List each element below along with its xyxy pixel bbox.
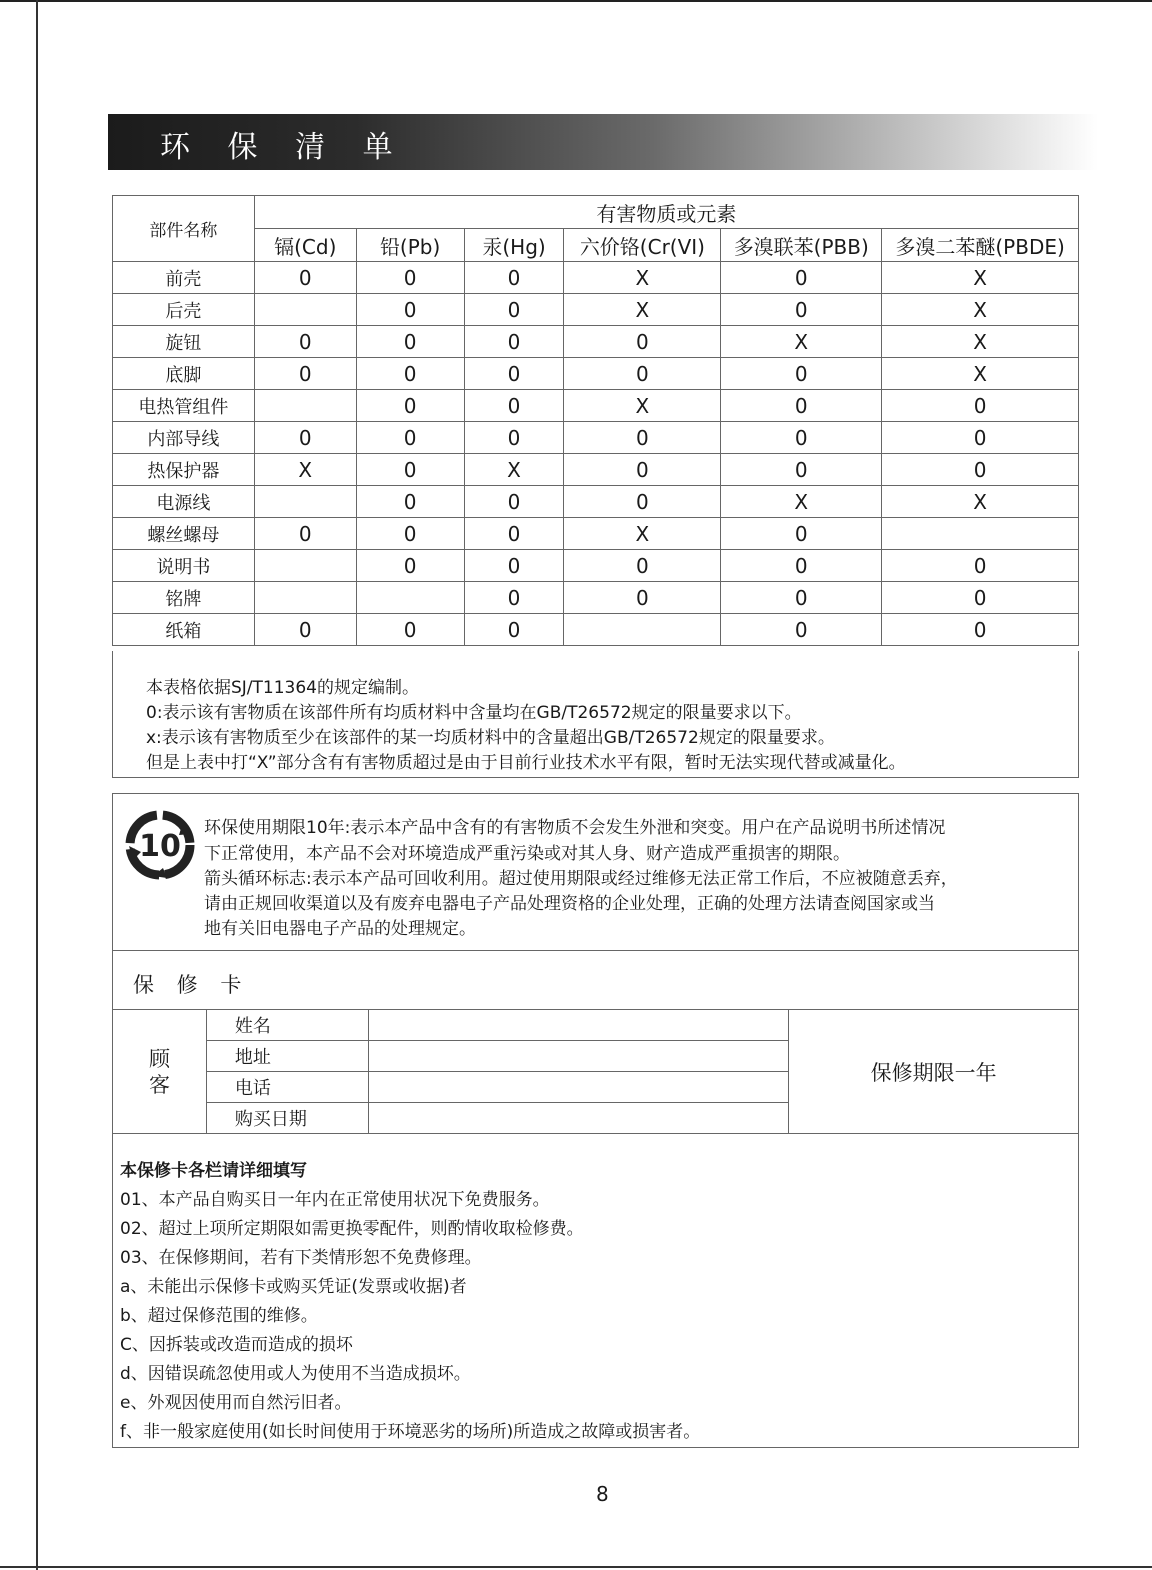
- substance-cell: 0: [464, 262, 564, 294]
- substance-cell: 0: [254, 518, 356, 550]
- substance-cell: 0: [721, 582, 882, 614]
- part-name: 底脚: [113, 358, 255, 390]
- eco-line: 请由正规回收渠道以及有废弃电器电子产品处理资格的企业处理，正确的处理方法请查阅国家或当: [204, 894, 935, 914]
- substance-cell: 0: [721, 614, 882, 646]
- substance-cell: 0: [882, 550, 1079, 582]
- warranty-card-title: 保 修 卡: [133, 973, 250, 997]
- part-name-header: 部件名称: [113, 196, 255, 262]
- substance-column-header: 铅(Pb): [356, 229, 464, 262]
- terms-item: 03、在保修期间，若有下类情形恕不免费修理。: [120, 1248, 482, 1268]
- substance-cell: 0: [721, 550, 882, 582]
- table-row: [113, 582, 1079, 614]
- substance-cell: 0: [464, 422, 564, 454]
- table-row: [113, 518, 1079, 550]
- address-field[interactable]: [368, 1041, 789, 1072]
- part-name: 纸箱: [113, 614, 255, 646]
- terms-item: e、外观因使用而自然污旧者。: [120, 1393, 352, 1413]
- substance-cell: 0: [564, 582, 721, 614]
- table-row: [113, 326, 1079, 358]
- substance-cell: X: [564, 518, 721, 550]
- substance-cell: 0: [356, 358, 464, 390]
- substance-cell: X: [882, 262, 1079, 294]
- part-name: 后壳: [113, 294, 255, 326]
- substance-cell: 0: [254, 614, 356, 646]
- warranty-card-title-box: [112, 949, 1079, 1010]
- eco-line: 箭头循环标志:表示本产品可回收利用。超过使用期限或经过维修无法正常工作后，不应被随意丢弃，: [204, 869, 958, 889]
- substance-cell: 0: [254, 326, 356, 358]
- substance-cell: [254, 294, 356, 326]
- substance-column-header: 镉(Cd): [254, 229, 356, 262]
- substance-cell: 0: [721, 422, 882, 454]
- substance-cell: X: [464, 454, 564, 486]
- substance-cell: 0: [356, 454, 464, 486]
- substance-cell: 0: [882, 422, 1079, 454]
- part-name: 旋钮: [113, 326, 255, 358]
- table-row: [113, 390, 1079, 422]
- substance-column-header: 汞(Hg): [464, 229, 564, 262]
- table-row: [113, 294, 1079, 326]
- substance-column-header: 六价铬(Cr(VI): [564, 229, 721, 262]
- substance-cell: 0: [356, 550, 464, 582]
- substance-cell: [254, 550, 356, 582]
- terms-item: C、因拆装或改造而造成的损坏: [120, 1335, 353, 1355]
- terms-item: 02、超过上项所定期限如需更换零配件，则酌情收取检修费。: [120, 1219, 584, 1239]
- substance-cell: [882, 518, 1079, 550]
- substance-cell: 0: [721, 358, 882, 390]
- table-row: [113, 358, 1079, 390]
- substance-cell: 0: [721, 454, 882, 486]
- part-name: 前壳: [113, 262, 255, 294]
- table-row: [113, 422, 1079, 454]
- substance-cell: X: [882, 358, 1079, 390]
- section-title-bar: [108, 114, 1098, 170]
- substance-cell: 0: [356, 518, 464, 550]
- table-row: [113, 262, 1079, 294]
- page-border-bottom: [0, 1566, 1152, 1568]
- substance-cell: 0: [721, 518, 882, 550]
- name-field[interactable]: [368, 1010, 789, 1041]
- customer-label-text: 顾客: [148, 1046, 170, 1097]
- eco-period-section: [112, 793, 1079, 951]
- part-name: 内部导线: [113, 422, 255, 454]
- substance-cell: 0: [464, 486, 564, 518]
- substance-cell: 0: [464, 582, 564, 614]
- terms-item: 01、本产品自购买日一年内在正常使用状况下免费服务。: [120, 1190, 550, 1210]
- substance-cell: 0: [356, 326, 464, 358]
- substance-cell: X: [882, 294, 1079, 326]
- substance-cell: [254, 390, 356, 422]
- note-line: 0:表示该有害物质在该部件所有均质材料中含量均在GB/T26572规定的限量要求以下。: [146, 703, 802, 723]
- hazardous-substance-table: [112, 195, 1079, 646]
- substance-cell: X: [882, 326, 1079, 358]
- table-notes: [112, 651, 1079, 778]
- eco-line: 下正常使用，本产品不会对环境造成严重污染或对其人身、财产造成严重损害的期限。: [204, 844, 850, 864]
- substance-cell: 0: [882, 614, 1079, 646]
- customer-label: [113, 1010, 207, 1134]
- table-row: [113, 454, 1079, 486]
- substance-cell: X: [254, 454, 356, 486]
- substance-group-header: 有害物质或元素: [254, 196, 1078, 229]
- substance-cell: 0: [564, 550, 721, 582]
- substance-cell: 0: [356, 294, 464, 326]
- warranty-period: 保修期限一年: [789, 1010, 1079, 1134]
- field-label-name: 姓名: [206, 1010, 368, 1041]
- page-number: 8: [596, 1482, 609, 1506]
- substance-cell: 0: [464, 294, 564, 326]
- substance-cell: X: [882, 486, 1079, 518]
- substance-cell: 0: [254, 422, 356, 454]
- substance-cell: 0: [464, 518, 564, 550]
- note-line: 但是上表中打“X”部分含有有害物质超过是由于目前行业技术水平有限，暂时无法实现代替或减量化。: [146, 753, 906, 773]
- terms-heading: 本保修卡各栏请详细填写: [120, 1161, 307, 1181]
- page-border-left: [36, 0, 38, 1570]
- substance-cell: 0: [464, 390, 564, 422]
- substance-cell: [564, 614, 721, 646]
- substance-column-header: 多溴联苯(PBB): [721, 229, 882, 262]
- note-line: x:表示该有害物质至少在该部件的某一均质材料中的含量超出GB/T26572规定的限量要求。: [146, 728, 835, 748]
- eco-line: 地有关旧电器电子产品的处理规定。: [204, 919, 476, 939]
- substance-cell: 0: [564, 454, 721, 486]
- recycle-10-years-icon: [123, 808, 197, 882]
- page-border-top: [0, 0, 1152, 2]
- note-line: 本表格依据SJ/T11364的规定编制。: [146, 678, 419, 698]
- substance-cell: 0: [356, 390, 464, 422]
- substance-cell: 0: [564, 422, 721, 454]
- part-name: 热保护器: [113, 454, 255, 486]
- substance-cell: X: [564, 294, 721, 326]
- logo-number: 10: [139, 829, 181, 864]
- section-title: 环 保 清 单: [160, 130, 407, 165]
- substance-cell: 0: [464, 550, 564, 582]
- substance-cell: 0: [356, 486, 464, 518]
- substance-cell: 0: [564, 486, 721, 518]
- substance-cell: [254, 582, 356, 614]
- substance-cell: 0: [721, 390, 882, 422]
- substance-cell: 0: [356, 262, 464, 294]
- substance-cell: 0: [882, 454, 1079, 486]
- substance-cell: 0: [464, 614, 564, 646]
- substance-cell: 0: [356, 422, 464, 454]
- substance-cell: 0: [356, 614, 464, 646]
- part-name: 电热管组件: [113, 390, 255, 422]
- field-label-address: 地址: [206, 1041, 368, 1072]
- part-name: 铭牌: [113, 582, 255, 614]
- substance-cell: 0: [254, 262, 356, 294]
- substance-cell: 0: [464, 358, 564, 390]
- substance-cell: X: [721, 486, 882, 518]
- substance-cell: 0: [721, 262, 882, 294]
- substance-cell: 0: [882, 390, 1079, 422]
- substance-cell: 0: [882, 582, 1079, 614]
- part-name: 螺丝螺母: [113, 518, 255, 550]
- table-row: [113, 550, 1079, 582]
- substance-cell: 0: [564, 358, 721, 390]
- table-row: [113, 614, 1079, 646]
- substance-cell: 0: [721, 294, 882, 326]
- part-name: 电源线: [113, 486, 255, 518]
- field-label-phone: 电话: [206, 1072, 368, 1103]
- customer-info-table: [112, 1009, 1079, 1134]
- phone-field[interactable]: [368, 1072, 789, 1103]
- substance-cell: 0: [564, 326, 721, 358]
- terms-item: f、非一般家庭使用(如长时间使用于环境恶劣的场所)所造成之故障或损害者。: [120, 1422, 701, 1442]
- terms-item: b、超过保修范围的维修。: [120, 1306, 318, 1326]
- eco-line: 环保使用期限10年:表示本产品中含有的有害物质不会发生外泄和突变。用户在产品说明书所述情况: [204, 818, 946, 838]
- field-label-purchase-date: 购买日期: [206, 1103, 368, 1134]
- purchase-date-field[interactable]: [368, 1103, 789, 1134]
- substance-cell: X: [721, 326, 882, 358]
- substance-cell: [356, 582, 464, 614]
- substance-cell: [254, 486, 356, 518]
- table-row: [113, 486, 1079, 518]
- substance-column-header: 多溴二苯醚(PBDE): [882, 229, 1079, 262]
- substance-cell: X: [564, 390, 721, 422]
- warranty-terms: [112, 1131, 1079, 1448]
- part-name: 说明书: [113, 550, 255, 582]
- terms-item: a、未能出示保修卡或购买凭证(发票或收据)者: [120, 1277, 467, 1297]
- substance-cell: 0: [464, 326, 564, 358]
- substance-cell: X: [564, 262, 721, 294]
- terms-item: d、因错误疏忽使用或人为使用不当造成损坏。: [120, 1364, 471, 1384]
- substance-cell: 0: [254, 358, 356, 390]
